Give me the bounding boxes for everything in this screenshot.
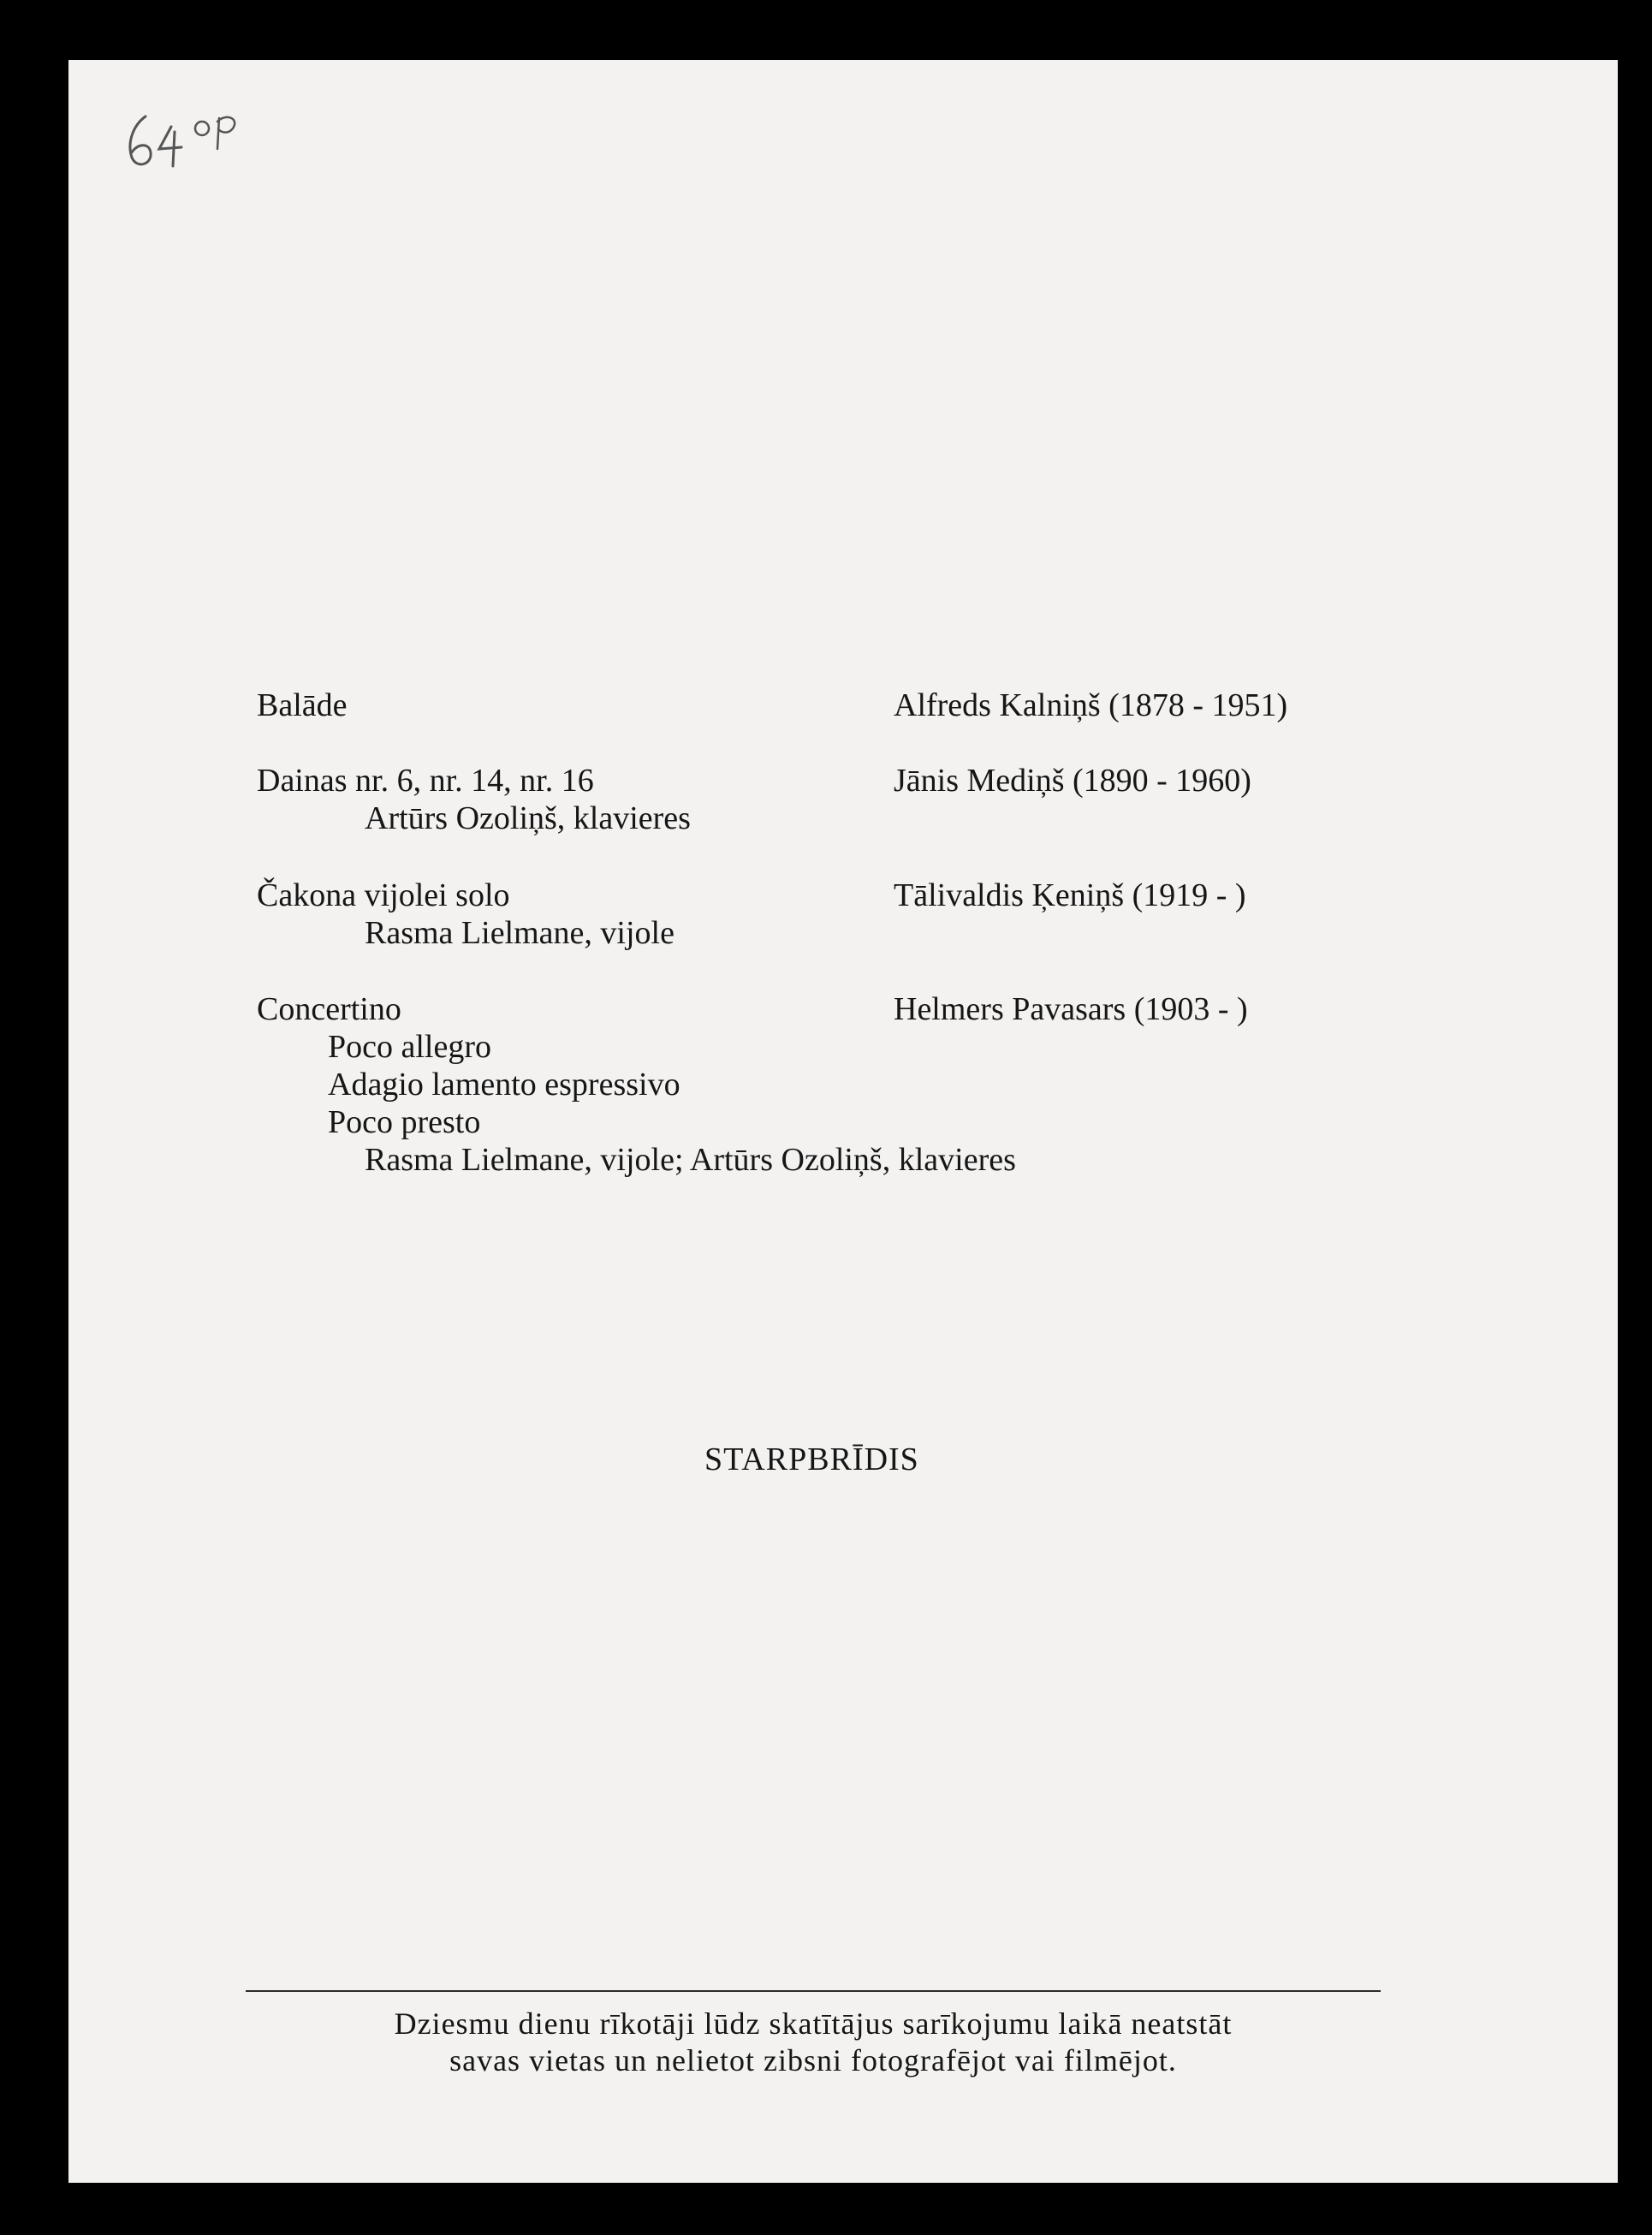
piece-composer: Tālivaldis Ķeniņš (1919 - ): [894, 877, 1246, 913]
piece-performers: Rasma Lielmane, vijole; Artūrs Ozoliņš, klavieres: [365, 1142, 1016, 1178]
piece-composer: Jānis Mediņš (1890 - 1960): [894, 763, 1251, 799]
footer-divider: [246, 1990, 1381, 1992]
piece-title: Čakona vijolei solo: [257, 877, 510, 913]
footer-notice-line-1: Dziesmu dienu rīkotāji lūdz skatītājus sarīkojumu laikā neatstāt: [394, 2006, 1233, 2041]
piece-composer: Alfreds Kalniņš (1878 - 1951): [894, 687, 1288, 723]
intermission-heading: STARPBRĪDIS: [704, 1441, 919, 1477]
handwritten-note-64-op: [118, 92, 255, 169]
piece-performers: Artūrs Ozoliņš, klavieres: [365, 800, 691, 836]
footer-notice-line-2: savas vietas un nelietot zibsni fotografējot vai filmējot.: [449, 2043, 1177, 2077]
movement: Adagio lamento espressivo: [328, 1067, 680, 1103]
piece-title: Balāde: [257, 687, 348, 723]
program-page: [68, 60, 1618, 2183]
piece-composer: Helmers Pavasars (1903 - ): [894, 991, 1248, 1027]
movement: Poco allegro: [328, 1029, 492, 1065]
piece-title: Dainas nr. 6, nr. 14, nr. 16: [257, 763, 594, 799]
movement: Poco presto: [328, 1104, 481, 1140]
piece-title: Concertino: [257, 991, 401, 1027]
piece-performers: Rasma Lielmane, vijole: [365, 915, 674, 951]
